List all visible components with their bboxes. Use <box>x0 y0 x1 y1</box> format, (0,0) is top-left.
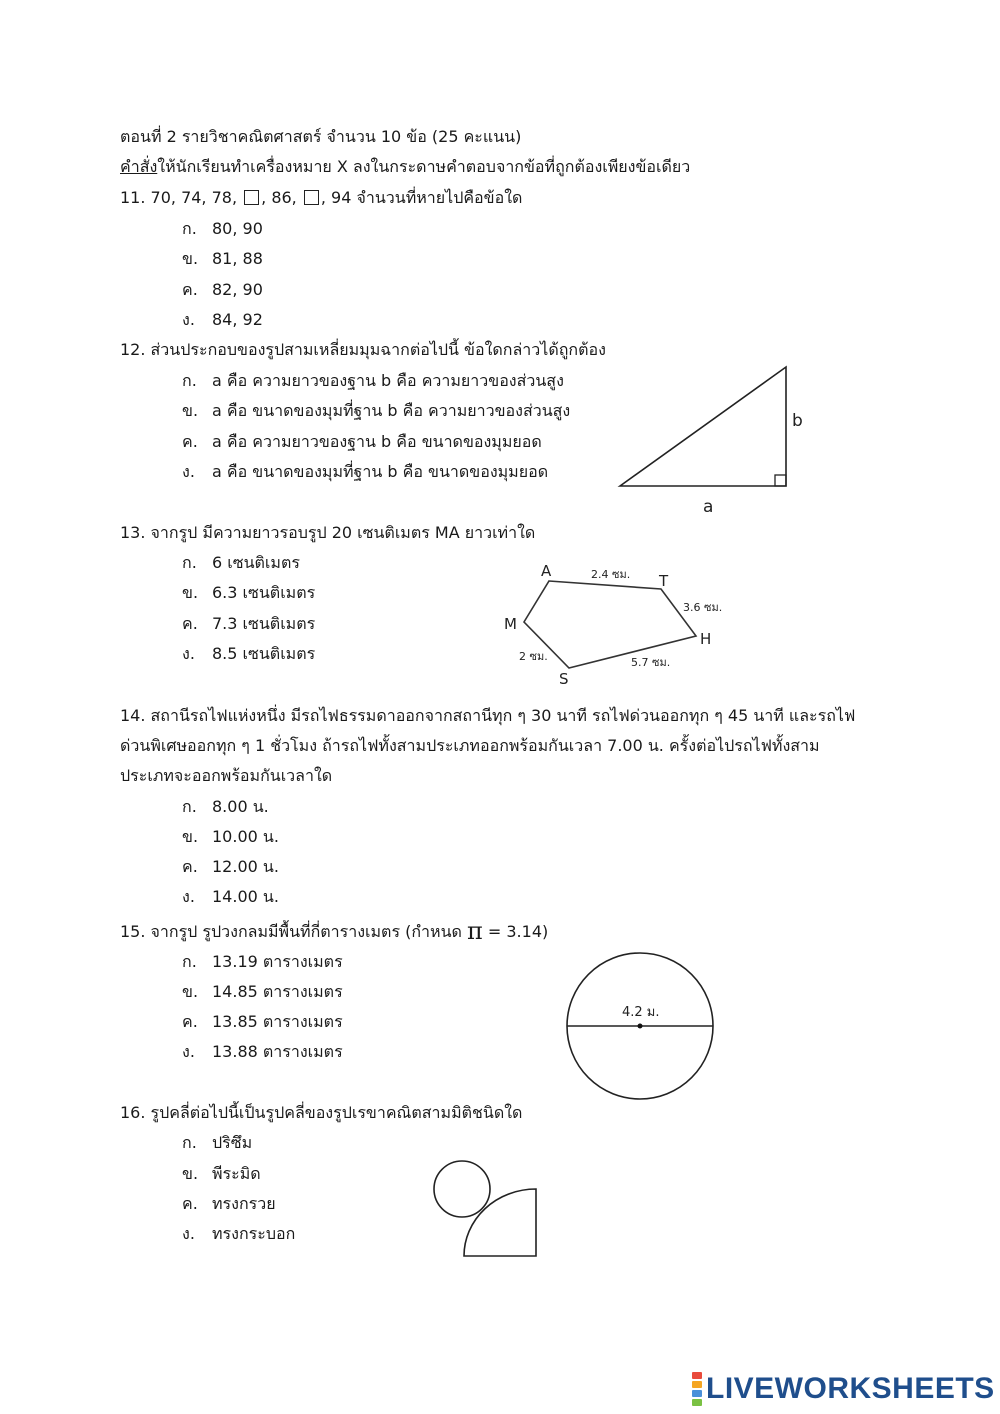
question-14-line-1: 14. สถานีรถไฟแห่งหนึ่ง มีรถไฟธรรมดาออกจากสถานีทุก ๆ 30 นาที รถไฟด่วนออกทุก ๆ 45 นาที และรถไฟ <box>120 706 856 725</box>
q15-option-1 <box>182 951 343 973</box>
option-letter: ก. <box>182 797 197 816</box>
brand-icon <box>692 1372 702 1406</box>
length-th: 3.6 ซม. <box>683 601 723 614</box>
q15-text-before: 15. จากรูป รูปวงกลมมีพื้นที่กี่ตารางเมตร (กำหนด <box>120 922 462 941</box>
question-13: 13. จากรูป มีความยาวรอบรูป 20 เซนติเมตร MA ยาวเท่าใด <box>120 523 536 542</box>
option-text: 7.3 เซนติเมตร <box>212 614 316 633</box>
pi-symbol: π <box>467 917 483 945</box>
q12-option-4 <box>182 461 548 483</box>
option-text: a คือ ความยาวของฐาน b คือ ความยาวของส่วนสูง <box>212 371 564 390</box>
q12-option-3 <box>182 431 542 453</box>
option-text: ทรงกระบอก <box>212 1224 296 1243</box>
q13-option-3 <box>182 613 315 635</box>
vertex-a: A <box>541 562 552 580</box>
cone-lateral-sector <box>464 1189 536 1256</box>
length-at: 2.4 ซม. <box>591 568 631 581</box>
option-letter: ค. <box>182 1194 198 1213</box>
q12-option-1 <box>182 370 564 392</box>
q14-option-3 <box>182 856 279 878</box>
question-16: 16. รูปคลี่ต่อไปนี้เป็นรูปคลี่ของรูปเรขาคณิตสามมิติชนิดใด <box>120 1103 523 1122</box>
q11-text-part2: , 86, <box>261 188 297 207</box>
instruction-text: ให้นักเรียนทำเครื่องหมาย X ลงในกระดาษคำตอบจากข้อที่ถูกต้องเพียงข้อเดียว <box>157 157 691 176</box>
pentagon-figure <box>495 555 735 690</box>
option-text: 82, 90 <box>212 280 263 299</box>
q16-option-1 <box>182 1132 252 1154</box>
q11-text-part1: 11. 70, 74, 78, <box>120 188 238 207</box>
option-text: 12.00 น. <box>212 857 279 876</box>
option-letter: ค. <box>182 432 198 451</box>
option-letter: ข. <box>182 982 199 1001</box>
option-text: ปริซึม <box>212 1133 253 1152</box>
q13-option-4 <box>182 643 315 665</box>
right-angle-marker <box>775 475 786 486</box>
option-text: 8.5 เซนติเมตร <box>212 644 316 663</box>
q15-option-3 <box>182 1011 343 1033</box>
option-letter: ง. <box>182 644 195 663</box>
question-12: 12. ส่วนประกอบของรูปสามเหลี่ยมมุมฉากต่อไปนี้ ข้อใดกล่าวได้ถูกต้อง <box>120 340 606 359</box>
option-text: 13.85 ตารางเมตร <box>212 1012 343 1031</box>
vertex-t: T <box>659 572 669 590</box>
blank-box-2 <box>304 190 319 205</box>
question-14-line-3: ประเภทจะออกพร้อมกันเวลาใด <box>120 766 333 785</box>
option-text: 6.3 เซนติเมตร <box>212 583 316 602</box>
center-dot <box>638 1024 643 1029</box>
option-letter: ข. <box>182 249 199 268</box>
option-text: a คือ ขนาดของมุมที่ฐาน b คือ ขนาดของมุมยอด <box>212 462 549 481</box>
q12-option-2 <box>182 400 570 422</box>
q14-option-1 <box>182 796 269 818</box>
option-text: 81, 88 <box>212 249 263 268</box>
option-letter: ข. <box>182 827 199 846</box>
q15-option-4 <box>182 1041 343 1063</box>
cone-net-figure <box>430 1155 550 1265</box>
option-letter: ง. <box>182 1042 195 1061</box>
option-text: 14.85 ตารางเมตร <box>212 982 343 1001</box>
q13-option-1 <box>182 552 300 574</box>
q11-text-part3: , 94 จำนวนที่หายไปคือข้อใด <box>320 188 523 207</box>
option-text: a คือ ความยาวของฐาน b คือ ขนาดของมุมยอด <box>212 432 542 451</box>
option-letter: ก. <box>182 1133 197 1152</box>
label-b: b <box>792 411 803 431</box>
option-letter: ก. <box>182 952 197 971</box>
q14-option-4 <box>182 886 279 908</box>
vertex-h: H <box>700 630 712 648</box>
cone-base-circle <box>434 1161 490 1217</box>
option-letter: ง. <box>182 462 195 481</box>
triangle-shape <box>620 367 786 486</box>
option-letter: ข. <box>182 401 199 420</box>
question-14-line-2: ด่วนพิเศษออกทุก ๆ 1 ชั่วโมง ถ้ารถไฟทั้งสามประเภทออกพร้อมกันเวลา 7.00 น. ครั้งต่อไปรถไฟทั้งสาม <box>120 736 820 755</box>
option-letter: ข. <box>182 583 199 602</box>
option-letter: ค. <box>182 614 198 633</box>
option-letter: ง. <box>182 1224 195 1243</box>
instruction <box>120 156 690 178</box>
brand-icon-block <box>692 1372 702 1379</box>
label-a: a <box>703 497 714 517</box>
option-letter: ก. <box>182 371 197 390</box>
brand-icon-block <box>692 1381 702 1388</box>
option-letter: ก. <box>182 553 197 572</box>
brand-icon-block <box>692 1399 702 1406</box>
option-letter: ง. <box>182 310 195 329</box>
instruction-label: คำสั่ง <box>120 157 158 176</box>
option-text: 80, 90 <box>212 219 263 238</box>
option-text: 10.00 น. <box>212 827 279 846</box>
q11-option-3 <box>182 279 263 301</box>
option-letter: ก. <box>182 219 197 238</box>
length-hs: 5.7 ซม. <box>631 656 671 669</box>
vertex-s: S <box>559 670 569 688</box>
option-letter: ง. <box>182 887 195 906</box>
option-text: 14.00 น. <box>212 887 279 906</box>
option-text: 8.00 น. <box>212 797 269 816</box>
q13-option-2 <box>182 582 315 604</box>
option-text: ทรงกรวย <box>212 1194 276 1213</box>
q16-option-4 <box>182 1223 295 1245</box>
q11-option-1 <box>182 218 263 240</box>
option-letter: ค. <box>182 857 198 876</box>
option-text: 6 เซนติเมตร <box>212 553 300 572</box>
option-text: 13.19 ตารางเมตร <box>212 952 343 971</box>
vertex-m: M <box>504 615 517 633</box>
option-text: 84, 92 <box>212 310 263 329</box>
option-text: 13.88 ตารางเมตร <box>212 1042 343 1061</box>
q15-text-after: = 3.14) <box>487 922 549 941</box>
q11-option-2 <box>182 248 263 270</box>
q16-option-2 <box>182 1163 261 1185</box>
blank-box-1 <box>244 190 259 205</box>
option-letter: ค. <box>182 1012 198 1031</box>
brand-icon-block <box>692 1390 702 1397</box>
option-text: พีระมิด <box>212 1164 261 1183</box>
option-letter: ค. <box>182 280 198 299</box>
pentagon-shape <box>524 581 696 668</box>
question-15 <box>120 917 549 945</box>
length-sm: 2 ซม. <box>519 650 548 663</box>
circle-figure <box>560 950 720 1105</box>
brand-name: LIVEWORKSHEETS <box>706 1372 995 1405</box>
liveworksheets-logo <box>692 1372 995 1406</box>
q11-option-4 <box>182 309 263 331</box>
section-title: ตอนที่ 2 รายวิชาคณิตศาสตร์ จำนวน 10 ข้อ (25 คะแนน) <box>120 127 522 146</box>
question-11 <box>120 187 522 209</box>
option-letter: ข. <box>182 1164 199 1183</box>
right-triangle-figure <box>600 355 830 525</box>
q14-option-2 <box>182 826 279 848</box>
option-text: a คือ ขนาดของมุมที่ฐาน b คือ ความยาวของส่วนสูง <box>212 401 571 420</box>
q15-option-2 <box>182 981 343 1003</box>
diameter-label: 4.2 ม. <box>622 1005 660 1020</box>
q16-option-3 <box>182 1193 276 1215</box>
